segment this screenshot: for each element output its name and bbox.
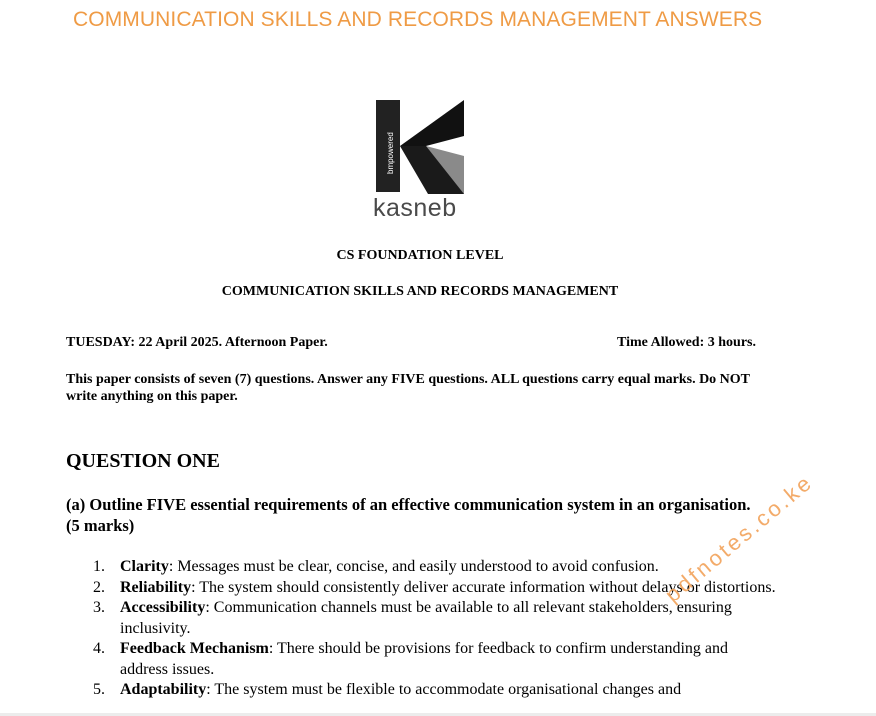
exam-instructions: This paper consists of seven (7) questions. Answer any FIVE questions. ALL questions carry equal marks. Do NOT write anything on this paper. [66,372,750,404]
list-item-term: Feedback Mechanism [120,640,269,657]
list-item-number: 3. [93,599,105,616]
watermark-text: pdfnotes.co.ke [660,469,818,608]
list-item-text: : There should be provisions for feedback to confirm understanding and address issues. [120,640,729,678]
question-part-a: (a) Outline FIVE essential requirements of an effective communication system in an organisation. (5 marks) [66,495,751,535]
list-item-text: : The system must be flexible to accommodate organisational changes and [206,681,682,698]
page-header-title: COMMUNICATION SKILLS AND RECORDS MANAGEMENT ANSWERS [73,8,763,31]
list-item-number: 4. [93,640,105,657]
list-item-term: Accessibility [120,599,206,616]
list-item-term: Clarity [120,558,169,575]
list-item [88,639,778,680]
exam-date: TUESDAY: 22 April 2025. Afternoon Paper. [66,335,328,350]
list-item-number: 2. [93,578,105,596]
exam-subject: COMMUNICATION SKILLS AND RECORDS MANAGEMENT [221,284,619,299]
exam-time-allowed: Time Allowed: 3 hours. [617,335,756,350]
logo-upper-wedge [400,100,464,146]
list-item-number: 5. [93,681,105,698]
list-item-text: : Communication channels must be available to all relevant stakeholders, ensuring inclusivity. [120,599,732,637]
logo-wordmark: kasneb [373,194,457,222]
list-item-term: Adaptability [120,681,207,698]
exam-level: CS FOUNDATION LEVEL [336,248,504,263]
logo-vertical-text: bmpowered [386,132,395,174]
list-item-text: : Messages must be clear, concise, and easily understood to avoid confusion. [168,558,659,575]
list-item-number: 1. [93,558,105,575]
list-item [88,680,778,701]
question-title: QUESTION ONE [66,450,220,472]
list-item-text: : The system should consistently deliver accurate information without delays or distortions. [191,578,776,596]
list-item-term: Reliability [120,578,192,596]
